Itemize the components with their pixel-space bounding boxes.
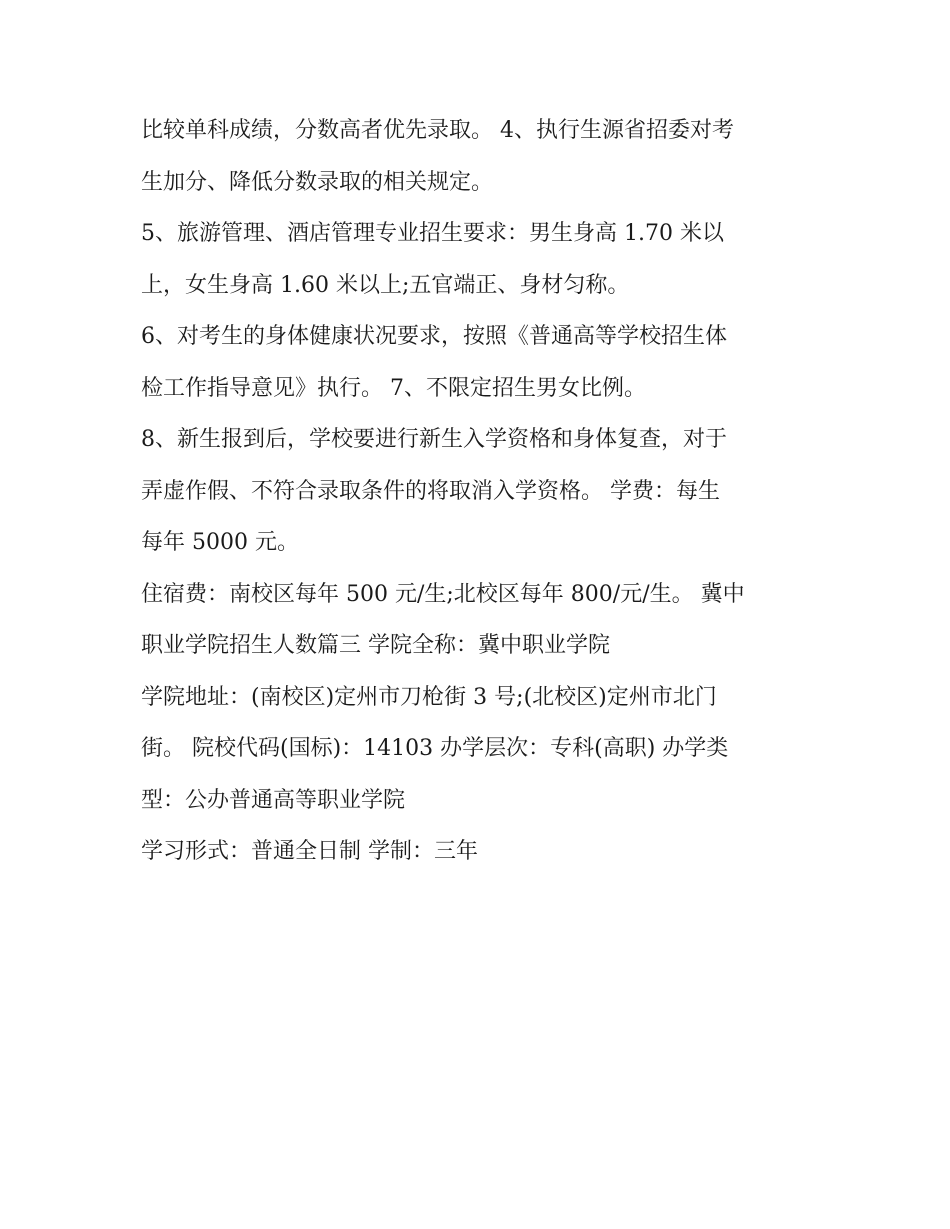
text-line: 街。 院校代码(国标)：14103 办学层次：专科(高职) 办学类 (141, 736, 729, 761)
text-line: 住宿费：南校区每年 500 元/生;北校区每年 800/元/生。 冀中 (141, 581, 745, 607)
text-line: 学院地址：(南校区)定州市刀枪街 3 号;(北校区)定州市北门 (141, 684, 717, 710)
text-line: 比较单科成绩，分数高者优先录取。 4、执行生源省招委对考 (141, 118, 734, 143)
document-body (141, 108, 821, 881)
text-line: 生加分、降低分数录取的相关规定。 (141, 169, 494, 195)
text-line: 职业学院招生人数篇三 学院全称：冀中职业学院 (141, 633, 610, 658)
text-line: 5、旅游管理、酒店管理专业招生要求：男生身高 1.70 米以 (141, 221, 724, 246)
text-line: 检工作指导意见》执行。 7、不限定招生男女比例。 (141, 375, 646, 401)
text-line: 每年 5000 元。 (141, 530, 299, 555)
text-line: 弄虚作假、不符合录取条件的将取消入学资格。 学费：每生 (141, 478, 720, 504)
text-line: 上，女生身高 1.60 米以上;五官端正、身材匀称。 (141, 272, 630, 298)
text-line: 8、新生报到后，学校要进行新生入学资格和身体复查，对于 (141, 427, 727, 452)
text-line: 学习形式：普通全日制 学制：三年 (141, 839, 478, 864)
text-line: 6、对考生的身体健康状况要求，按照《普通高等学校招生体 (141, 324, 727, 349)
text-line: 型：公办普通高等职业学院 (141, 787, 406, 813)
